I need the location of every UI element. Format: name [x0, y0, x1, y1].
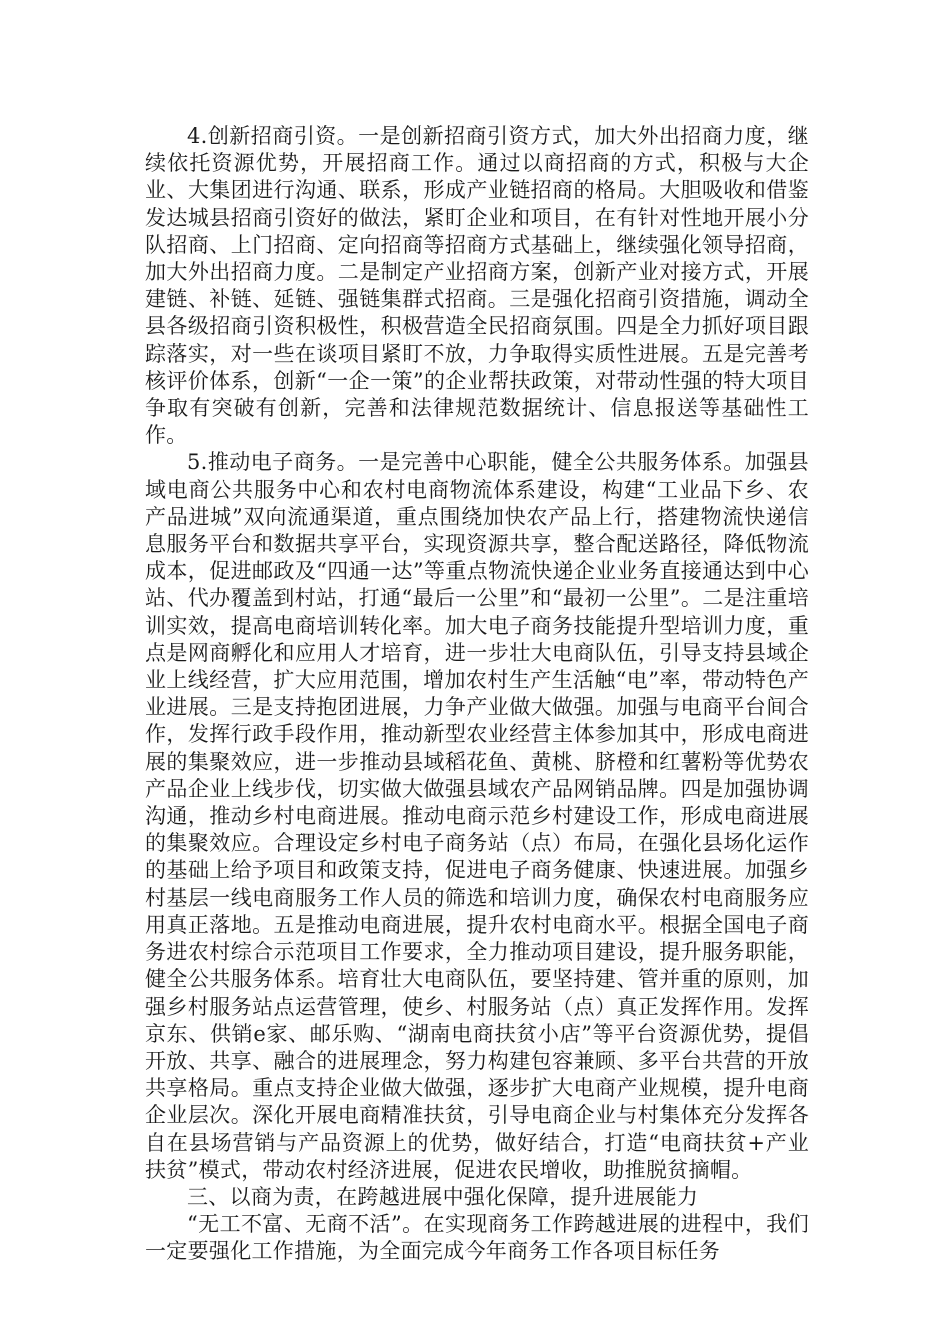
paragraph-commerce-measures: “无工不富、无商不活”。在实现商务工作跨越进展的进程中，我们一定要强化工作措施，为全面完成今年商务工作各项目标任务: [145, 1212, 809, 1264]
document-body: [145, 123, 809, 1266]
section-heading-guarantee: 三、以商为责，在跨越进展中强化保障，提升进展能力: [187, 1184, 699, 1209]
paragraph-investment-promotion: 4.创新招商引资。一是创新招商引资方式，加大外出招商力度，继续依托资源优势，开展招商工作。通过以商招商的方式，积极与大企业、大集团进行沟通、联系，形成产业链招商的格局。大胆吸收和借鉴发达城县招商引资好的做法，紧盯企业和项目，在有针对性地开展小分队招商、上门招商、定向招商等招商方式基础上，继续强化领导招商，加大外出招商力度。二是制定产业招商方案，创新产业对接方式，开展建链、补链、延链、强链集群式招商。三是强化招商引资措施，调动全县各级招商引资积极性，积极营造全民招商氛围。四是全力抓好项目跟踪落实，对一些在谈项目紧盯不放，力争取得实质性进展。五是完善考核评价体系，创新“一企一策”的企业帮扶政策，对带动性强的特大项目争取有突破有创新，完善和法律规范数据统计、信息报送等基础性工作。: [145, 124, 809, 448]
paragraph-e-commerce: 5.推动电子商务。一是完善中心职能，健全公共服务体系。加强县域电商公共服务中心和农村电商物流体系建设，构建“工业品下乡、农产品进城”双向流通渠道，重点围绕加快农产品上行，搭建物流快递信息服务平台和数据共享平台，实现资源共享，整合配送路径，降低物流成本，促进邮政及“四通一达”等重点物流快递企业业务直接通达到中心站、代办覆盖到村站，打通“最后一公里”和“最初一公里”。二是注重培训实效，提高电商培训转化率。加大电子商务技能提升型培训力度，重点是网商孵化和应用人才培育，进一步壮大电商队伍，引导支持县域企业上线经营，扩大应用范围，增加农村生产生活触“电”率，带动特色产业进展。三是支持抱团进展，力争产业做大做强。加强与电商平台间合作，发挥行政手段作用，推动新型农业经营主体参加其中，形成电商进展的集聚效应，进一步推动县域稻花鱼、黄桃、脐橙和红薯粉等优势农产品企业上线步伐，切实做大做强县域农产品网销品牌。四是加强协调沟通，推动乡村电商进展。推动电商示范乡村建设工作，形成电商进展的集聚效应。合理设定乡村电子商务站（点）布局，在强化县场化运作的基础上给予项目和政策支持，促进电子商务健康、快速进展。加强乡村基层一线电商服务工作人员的筛选和培训力度，确保农村电商服务应用真正落地。五是推动电商进展，提升农村电商水平。根据全国电子商务进农村综合示范项目工作要求，全力推动项目建设，提升服务职能，健全公共服务体系。培育壮大电商队伍，要坚持建、管并重的原则，加强乡村服务站点运营管理，使乡、村服务站（点）真正发挥作用。发挥京东、供销e家、邮乐购、“湖南电商扶贫小店”等平台资源优势，提倡开放、共享、融合的进展理念，努力构建包容兼顾、多平台共营的开放共享格局。重点支持企业做大做强，逐步扩大电商产业规模，提升电商企业层次。深化开展电商精准扶贫，引导电商企业与村集体充分发挥各自在县场营销与产品资源上的优势，做好结合，打造“电商扶贫+产业扶贫”模式，带动农村经济进展，促进农民增收，助推脱贫摘帽。: [145, 450, 809, 1182]
